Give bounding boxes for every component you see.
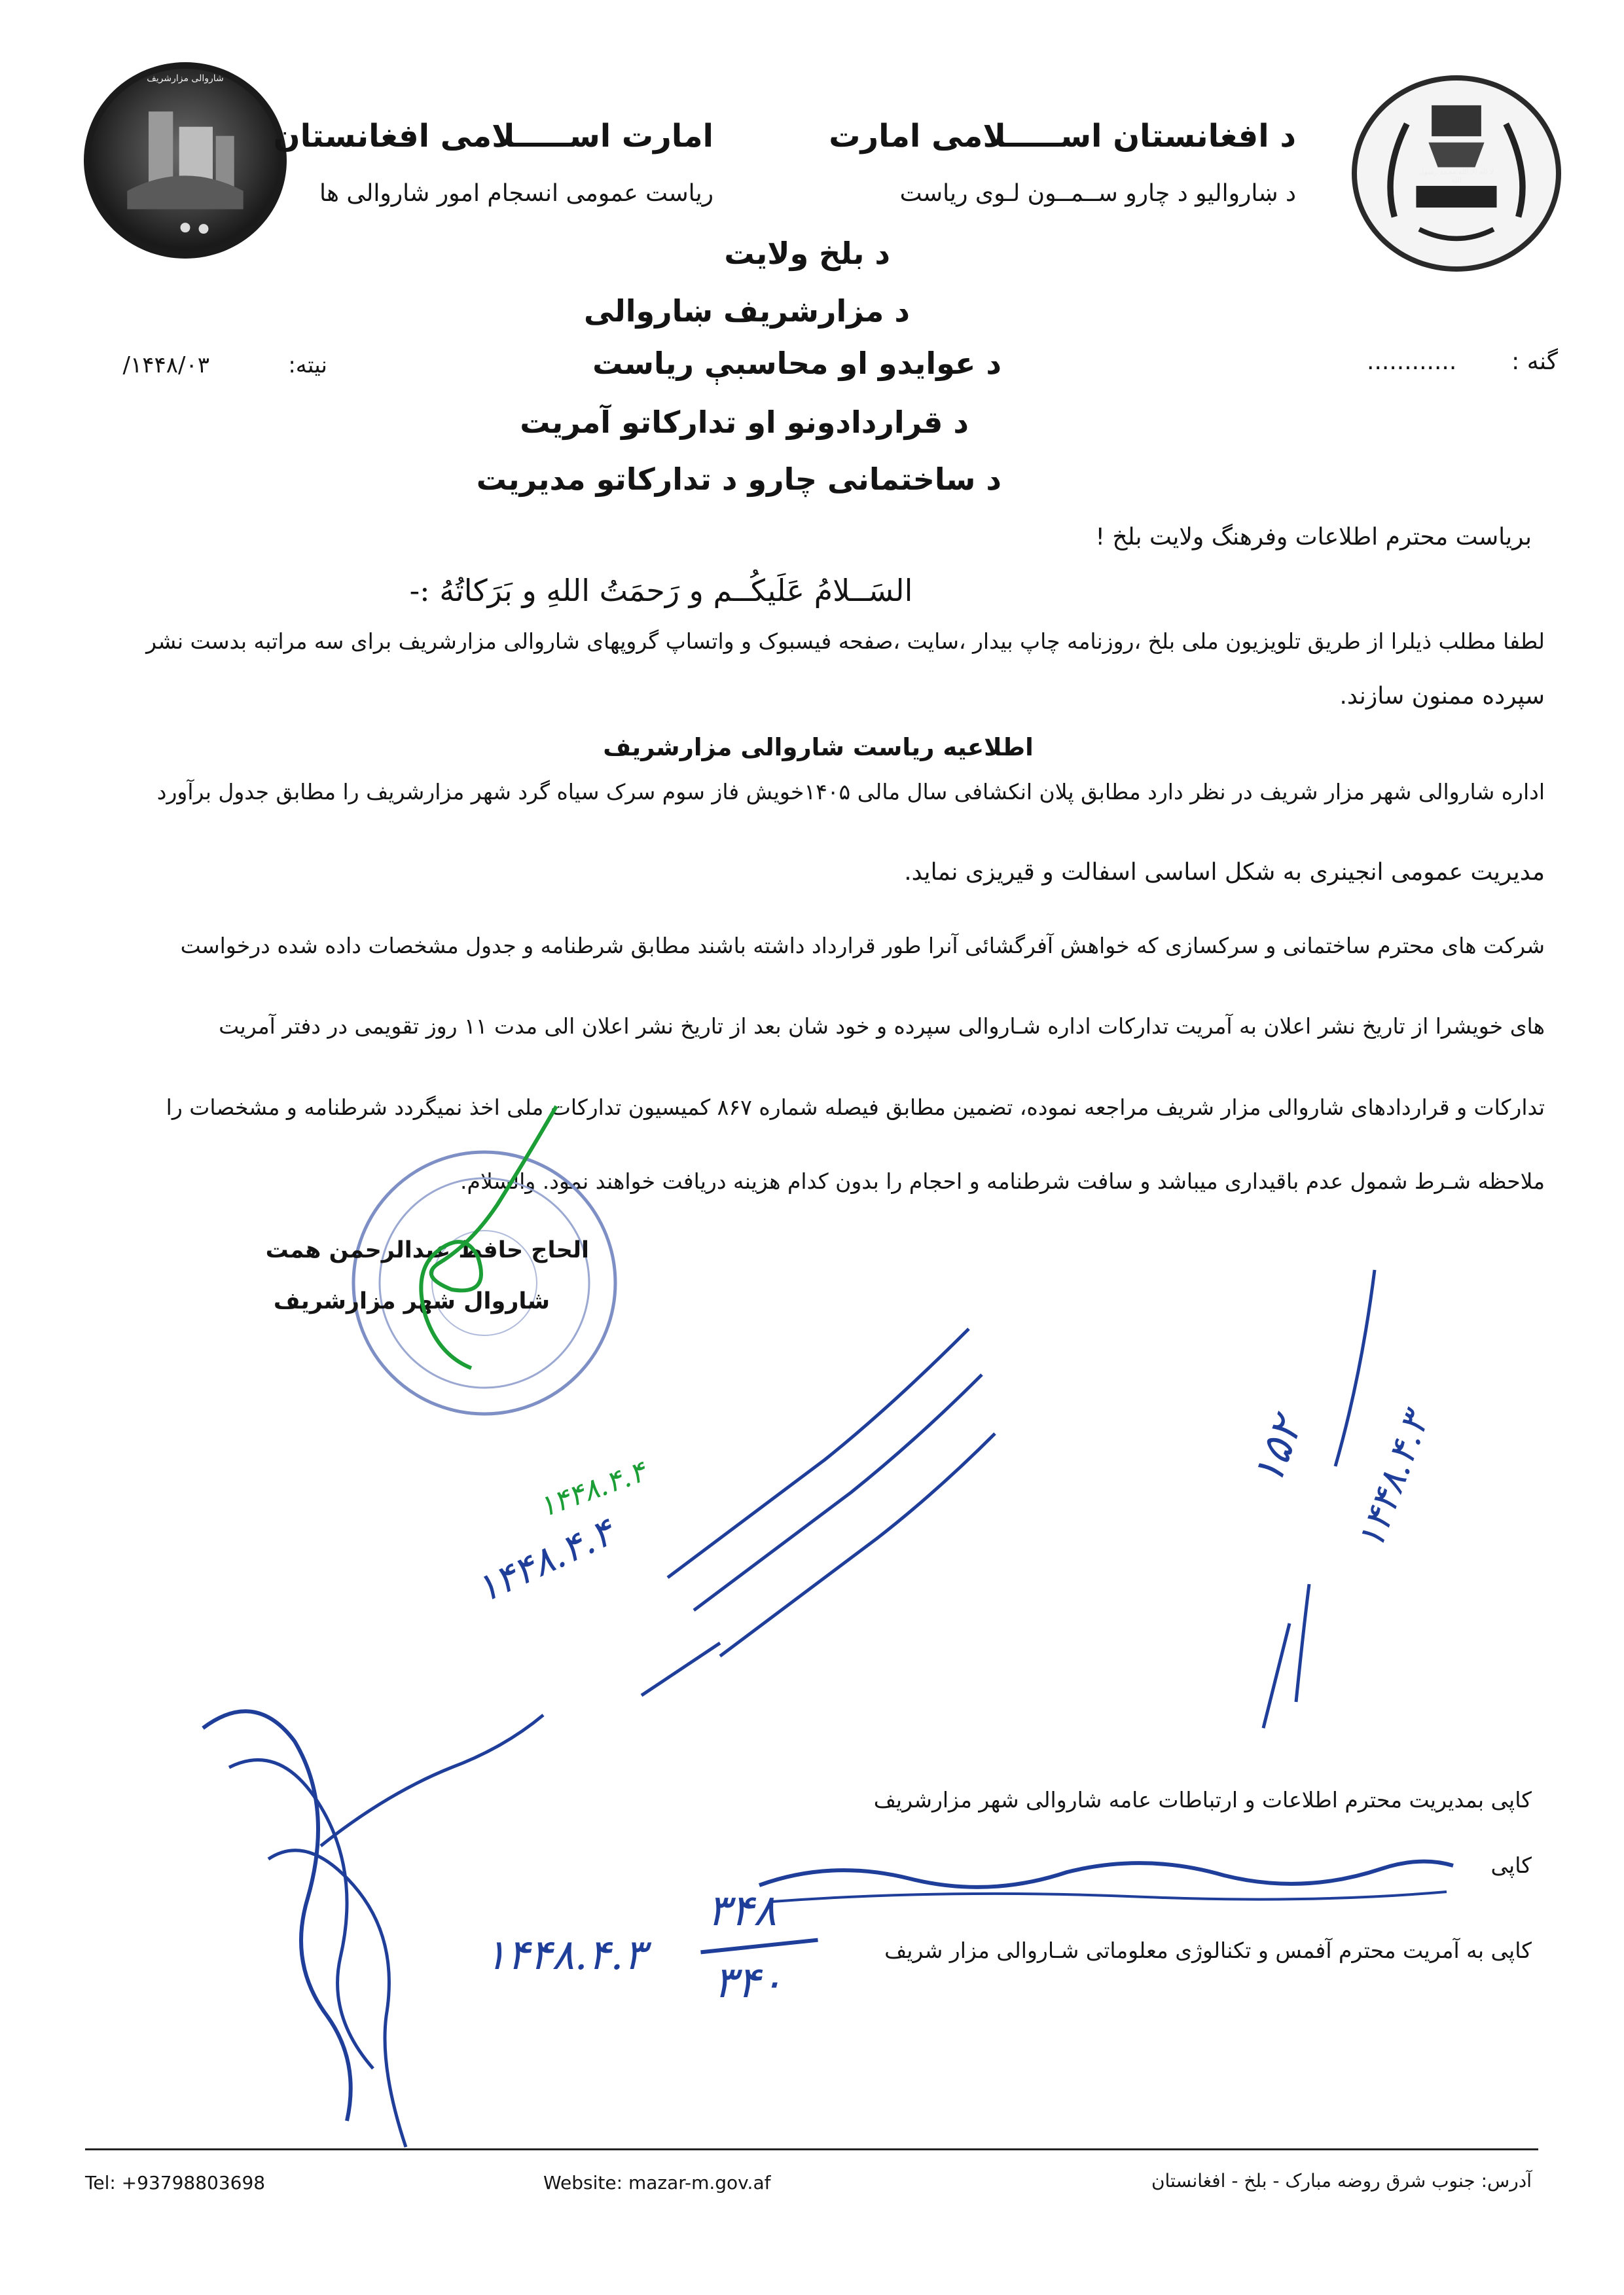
- signatory-name: الحاج حافظ عبدالرحمن همت: [265, 1237, 589, 1263]
- large-blue-signature: [190, 1650, 556, 2160]
- notice-paragraph-2-line-4: ملاحظه شـرط شمول عدم باقیداری میباشد و سافت شرطنامه و احجام را بدون کدام هزینه دریافت خواهند نمود. والسلام.: [460, 1168, 1545, 1194]
- notice-paragraph-2-line-3: تدارکات و قراردادهای شاروالی مزار شریف مراجعه نموده، تضمین مطابق فیصله شماره ۸۶۷ کمیسیون تدارکات ملی اخذ نمیگردد شرطنامه و مشخصات را: [166, 1094, 1545, 1120]
- addressee-revenue-directorate: د عوایدو او محاسبې ریاست: [592, 346, 1001, 381]
- greeting-line: السَــلامُ عَلَیکُــم و رَحمَتُ اللهِ و بَرَکاتُهُ :-: [409, 573, 913, 608]
- notice-paragraph-1-line-2: مدیریت عمومی انجینری به شکل اساسی اسفالت و قیریزی نماید.: [904, 859, 1545, 886]
- request-line-1: لطفا مطلب ذیلرا از طریق تلویزیون ملی بلخ ،روزنامه چاپ بیدار ،سایت ،صفحه فیسبوک و واتساپ گروپهای شاروالی مزارشریف برای سه مراتبه بدست نشر: [146, 628, 1545, 654]
- green-handwritten-date: ۱۴۴۸.۴.۴: [534, 1455, 651, 1525]
- footer-telephone: Tel: +93798803698: [85, 2172, 266, 2194]
- copy-line-2-handwritten: [753, 1839, 1460, 1911]
- copy-line-2-label: کاپی: [1490, 1852, 1532, 1878]
- header-right-title: د افغانستان اســـــلامی امارت: [829, 118, 1296, 154]
- handwritten-annotation-right: [1178, 1244, 1427, 1741]
- emblem-inscription: لا اله الا الله محمد رسول الله: [1418, 168, 1494, 185]
- request-line-2: سپرده ممنون سازند.: [1339, 683, 1545, 710]
- letter-date-value: ۱۴۴۸/۰۳/: [122, 352, 209, 378]
- handwritten-date-right: ۱۴۴۸.۴.۳: [1348, 1407, 1437, 1555]
- handwritten-fraction-bottom: ۳۴۰: [713, 1957, 784, 2008]
- copy-line-1: کاپی بمدیریت محترم اطلاعات و ارتباطات عامه شاروالی شهر مزارشریف: [873, 1787, 1532, 1813]
- letter-number-label: گنه :: [1511, 348, 1558, 375]
- notice-paragraph-2-line-2: های خویشرا از تاریخ نشر اعلان به آمریت تدارکات اداره شـاروالی سپرده و خود شان بعد از تاریخ نشر اعلان الی مدت ۱۱ روز تقویمی در دفتر آمریت: [219, 1013, 1545, 1039]
- signatory-title: شاروال شهر مزارشریف: [273, 1288, 550, 1314]
- notice-paragraph-1-line-1: اداره شاروالی شهر مزار شریف در نظر دارد مطابق پلان انکشافی سال مالی ۱۴۰۵خویش فاز سوم سرک سیاه گرد شهر مزارشریف را مطابق جدول برآورد: [156, 779, 1545, 804]
- copy-line-3: کاپی به آمریت محترم آفمس و تکنالوژی معلوماتی شـاروالی مزار شریف: [884, 1938, 1532, 1963]
- addressee-province: د بلخ ولایت: [724, 236, 890, 271]
- green-ink-signature: [399, 1100, 569, 1375]
- handwritten-number-right: ۱۵۲: [1243, 1411, 1312, 1492]
- municipality-seal-logo: [84, 62, 287, 259]
- notice-paragraph-2-line-1: شرکت های محترم ساختمانی و سرکسازی که خواهش آفرگشائی آنرا طور قرارداد داشته باشند مطابق شرطنامه و جدول مشخصات داده شده درخواست: [180, 933, 1545, 958]
- seal-banner-text: شاروالی مزارشریف: [147, 73, 224, 84]
- handwritten-annotation-center: [628, 1303, 1008, 1728]
- letter-date-label: نیته:: [288, 352, 327, 378]
- header-right-subtitle: د ښاروالیو د چارو ســمــون لـوی ریاست: [899, 180, 1296, 207]
- header-left-title: امارت اســـــلامی افغانستان: [273, 118, 713, 154]
- handwritten-date-center: ۱۴۴۸.۴.۴: [469, 1509, 621, 1612]
- addressee-construction-procurement: د ساختمانی چارو د تدارکاتو مدیریت: [476, 461, 1001, 497]
- header-left-subtitle: ریاست عمومی انسجام امور شاروالی ها: [319, 180, 713, 207]
- addressee-procurement-office: د قراردادونو او تدارکاتو آمریت: [520, 405, 969, 440]
- footer-website: Website: mazar-m.gov.af: [543, 2172, 771, 2194]
- footer-address: آدرس: جنوب شرق روضه مبارک - بلخ - افغانستان: [1151, 2170, 1532, 2192]
- handwritten-date-bottom: ۱۴۴۸.۴.۳: [484, 1931, 646, 1979]
- handwritten-fraction-top: ۳۴۸: [707, 1885, 777, 1936]
- addressee-municipality: د مزارشریف ښاروالی: [583, 293, 910, 329]
- recipient-line: بریاست محترم اطلاعات وفرهنگ ولایت بلخ !: [1095, 524, 1532, 551]
- letter-number-value: ............: [1367, 348, 1457, 375]
- notice-title: اطلاعیه ریاست شاروالی مزارشریف: [603, 733, 1034, 761]
- footer-divider: [85, 2148, 1538, 2150]
